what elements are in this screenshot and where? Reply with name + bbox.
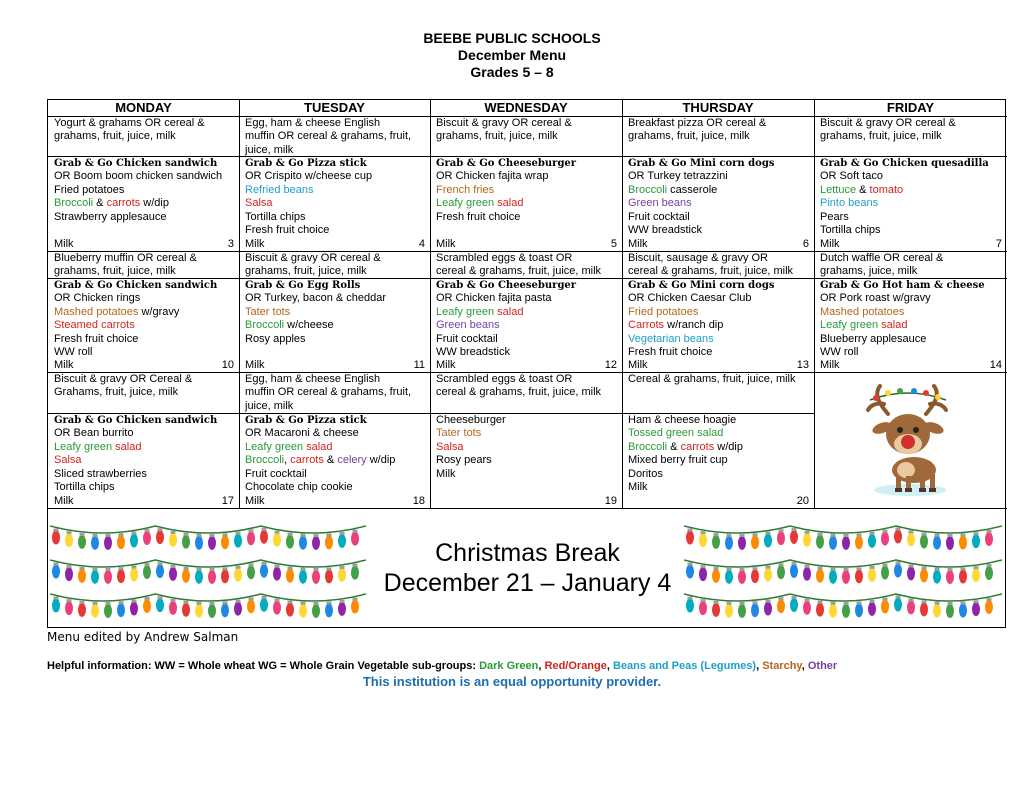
lunch-line — [628, 481, 808, 494]
lunch-line — [54, 346, 233, 359]
breakfast-line: grahams, fruit, juice, milk — [628, 130, 750, 143]
lunch-item-text: French fries — [436, 183, 495, 196]
lunch-line — [245, 170, 424, 183]
breakfast-line: Egg, ham & cheese English — [245, 117, 381, 129]
lunch-title: Grab & Go Egg Rolls — [245, 280, 361, 291]
lunch-item-text: w/ranch dip — [664, 319, 724, 332]
lunch-item-text: carrots — [290, 454, 324, 467]
lunch-line — [245, 306, 424, 319]
lunch-item-text: Green beans — [628, 197, 692, 210]
breakfast-line: Dutch waffle OR cereal & — [820, 252, 944, 264]
lunch-cell — [239, 413, 430, 508]
breakfast-line: Blueberry muffin OR cereal & — [54, 252, 197, 264]
helpful-label: Helpful information: WW = Whole wheat WG = Whole Grain Vegetable sub-groups: — [47, 660, 480, 672]
breakfast-line: Scrambled eggs & toast OR — [436, 252, 573, 264]
breakfast-cell — [814, 251, 1007, 278]
lunch-title: Grab & Go Chicken sandwich — [54, 415, 218, 426]
day-number: 7 — [995, 237, 1002, 250]
lunch-line — [628, 211, 808, 224]
lunch-line — [245, 427, 424, 440]
lunch-title: Grab & Go Cheeseburger — [436, 280, 577, 291]
lunch-item-text: Broccoli — [54, 197, 94, 210]
lunch-cell — [622, 156, 814, 251]
lunch-item-text: OR Chicken rings — [54, 292, 141, 305]
lunch-item-text: Blueberry applesauce — [820, 332, 927, 345]
lunch-item-text: Broccoli — [628, 440, 668, 453]
lunch-line — [628, 306, 808, 319]
lunch-line — [820, 306, 1001, 319]
lunch-line — [628, 454, 808, 467]
breakfast-cell — [48, 116, 239, 156]
lunch-cell — [430, 156, 622, 251]
breakfast-line: Biscuit & gravy OR cereal & — [245, 252, 381, 264]
lunch-line — [436, 454, 616, 467]
breakfast-cell — [622, 372, 814, 413]
lunch-line — [628, 414, 808, 427]
breakfast-cell — [239, 116, 430, 156]
breakfast-line: grahams, fruit, juice, milk — [436, 130, 558, 143]
lunch-line — [245, 197, 424, 210]
lunch-line — [820, 292, 1001, 305]
breakfast-line: grahams, fruit, juice, milk — [54, 265, 176, 278]
day-number: 12 — [604, 358, 617, 371]
lunch-line — [54, 441, 233, 454]
lunch-item-text: tomato — [869, 183, 904, 196]
lunch-line — [436, 211, 616, 224]
lunch-line — [54, 292, 233, 305]
milk-label: Milk — [436, 237, 456, 250]
lunch-item-text: Vegetarian beans — [628, 332, 714, 345]
day-number: 5 — [610, 237, 617, 250]
lunch-item-text: Rosy pears — [436, 454, 492, 467]
lunch-cell — [239, 278, 430, 372]
lunch-line — [245, 333, 424, 346]
lunch-line — [436, 441, 616, 454]
lunch-line — [54, 197, 233, 210]
day-number: 14 — [989, 358, 1002, 371]
lunch-line — [820, 184, 1001, 197]
lunch-item-text: OR Boom boom chicken sandwich — [54, 170, 223, 183]
lunch-item-text: Cheeseburger — [436, 414, 506, 426]
lunch-item-text: Tossed green salad — [628, 427, 724, 440]
breakfast-cell — [622, 251, 814, 278]
lunch-item-text: OR Soft taco — [820, 170, 883, 183]
day-number: 20 — [796, 494, 809, 507]
lunch-line — [245, 211, 424, 224]
legend-dark-green: Dark Green — [479, 660, 539, 672]
breakfast-line: cereal & grahams, fruit, juice, milk — [436, 265, 602, 278]
breakfast-line: Biscuit & gravy OR cereal & — [820, 117, 956, 129]
lunch-item-text: & — [93, 197, 107, 210]
lunch-item-text: Leafy green — [436, 305, 495, 318]
lunch-item-text: Tater tots — [245, 305, 291, 318]
breakfast-line: Biscuit & gravy OR cereal & — [436, 117, 572, 129]
day-number: 18 — [412, 494, 425, 507]
breakfast-line: Yogurt & grahams OR cereal & — [54, 117, 205, 129]
lunch-item-text: Fruit cocktail — [245, 467, 307, 480]
lunch-item-text: salad — [881, 319, 908, 332]
breakfast-line: cereal & grahams, fruit, juice, milk — [436, 386, 602, 399]
lunch-item-text: Fresh fruit choice — [245, 224, 330, 237]
breakfast-line: Cereal & grahams, fruit, juice, milk — [628, 373, 796, 385]
breakfast-line: grahams, fruit, juice, milk — [245, 265, 367, 278]
lunch-item-text: carrots — [680, 440, 715, 453]
milk-label: Milk — [628, 358, 648, 371]
lunch-line — [54, 319, 233, 332]
milk-label: Milk — [54, 237, 74, 250]
lunch-title: Grab & Go Chicken sandwich — [54, 280, 218, 291]
lunch-item-text: & — [323, 454, 338, 467]
lunch-item-text: Fruit cocktail — [628, 210, 690, 223]
lunch-item-text: Rosy apples — [245, 332, 306, 345]
lunch-item-text: Broccoli — [628, 183, 668, 196]
lunch-item-text: Mashed potatoes — [820, 305, 905, 318]
lunch-line — [820, 224, 1001, 237]
lunch-item-text: salad — [115, 440, 142, 453]
day-number: 10 — [221, 358, 234, 371]
lunch-item-text: WW breadstick — [628, 224, 702, 237]
lunch-line — [54, 333, 233, 346]
lunch-line — [245, 184, 424, 197]
lunch-item-text: WW roll — [54, 346, 93, 359]
lunch-item-text: Leafy green — [54, 440, 113, 453]
lunch-line — [628, 184, 808, 197]
lunch-line — [54, 468, 233, 481]
lunch-line — [436, 184, 616, 197]
lunch-item-text: Lettuce — [820, 183, 857, 196]
lunch-item-text: celery — [337, 454, 367, 467]
lunch-cell — [814, 156, 1007, 251]
lunch-cell — [48, 413, 239, 508]
day-header-tuesday: TUESDAY — [304, 100, 365, 115]
breakfast-line: juice, milk — [245, 399, 294, 412]
lunch-item-text: w/dip — [140, 197, 169, 210]
breakfast-line: grahams, fruit, juice, milk — [54, 130, 176, 143]
lunch-item-text: OR Turkey, bacon & cheddar — [245, 292, 387, 305]
lunch-item-text: Strawberry applesauce — [54, 210, 167, 223]
lunch-cell — [430, 413, 622, 508]
lunch-item-text: Fried potatoes — [54, 183, 125, 196]
lunch-line — [628, 333, 808, 346]
lunch-item-text: salad — [497, 305, 524, 318]
lunch-line — [245, 454, 424, 467]
breakfast-cell — [48, 372, 239, 413]
lunch-line — [245, 319, 424, 332]
lunch-line — [54, 481, 233, 494]
menu-grid — [47, 99, 1006, 628]
breakfast-line: cereal & grahams, fruit, juice, milk — [628, 265, 794, 278]
lunch-item-text: Milk — [628, 481, 648, 494]
lunch-item-text: Refried beans — [245, 183, 314, 196]
lunch-item-text: OR Pork roast w/gravy — [820, 292, 931, 305]
breakfast-line: grahams, juice, milk — [820, 265, 918, 278]
lunch-item-text: salad — [497, 197, 524, 210]
legend-red-orange: Red/Orange — [544, 660, 607, 672]
breakfast-cell — [239, 372, 430, 413]
breakfast-line: Egg, ham & cheese English — [245, 373, 381, 385]
lunch-item-text: salad — [306, 440, 333, 453]
lunch-item-text: Leafy green — [245, 440, 304, 453]
lunch-title: Grab & Go Mini corn dogs — [628, 280, 775, 291]
lunch-item-text: WW roll — [820, 346, 859, 359]
lunch-line — [54, 306, 233, 319]
breakfast-cell — [814, 116, 1007, 156]
lunch-item-text: Sliced strawberries — [54, 467, 147, 480]
lunch-line — [628, 197, 808, 210]
lunch-line — [628, 468, 808, 481]
lunch-line — [436, 292, 616, 305]
lunch-line — [820, 319, 1001, 332]
day-number: 17 — [221, 494, 234, 507]
breakfast-cell — [622, 116, 814, 156]
milk-label: Milk — [820, 237, 840, 250]
lunch-line — [245, 292, 424, 305]
day-number: 6 — [802, 237, 809, 250]
day-header-wednesday: WEDNESDAY — [484, 100, 568, 115]
lunch-item-text: & — [856, 183, 870, 196]
lunch-cell — [814, 278, 1007, 372]
lunch-item-text: casserole — [667, 183, 718, 196]
day-number: 19 — [604, 494, 617, 507]
lunch-item-text: Mixed berry fruit cup — [628, 454, 728, 467]
lunch-item-text: carrots — [106, 197, 141, 210]
milk-label: Milk — [245, 358, 265, 371]
lunch-item-text: Tortilla chips — [820, 224, 881, 237]
lunch-item-text: Salsa — [436, 440, 464, 453]
milk-label: Milk — [820, 358, 840, 371]
lunch-line — [820, 170, 1001, 183]
lunch-item-text: Fruit cocktail — [436, 332, 498, 345]
lunch-line — [436, 468, 616, 481]
menu-title: December Menu — [457, 47, 567, 63]
lunch-cell — [430, 278, 622, 372]
lunch-item-text: OR Crispito w/cheese cup — [245, 170, 373, 183]
lunch-item-text: Fresh fruit choice — [628, 346, 713, 359]
day-header-monday: MONDAY — [115, 100, 172, 115]
lunch-item-text: Carrots — [628, 319, 665, 332]
day-header-thursday: THURSDAY — [682, 100, 754, 115]
lunch-item-text: Fried potatoes — [628, 305, 699, 318]
lunch-line — [628, 346, 808, 359]
lunch-item-text: Doritos — [628, 467, 663, 480]
lunch-item-text: Tortilla chips — [54, 481, 115, 494]
legend-other: Other — [807, 660, 838, 672]
lunch-cell — [622, 278, 814, 372]
lunch-item-text: w/dip — [714, 440, 743, 453]
lunch-item-text: OR Bean burrito — [54, 427, 134, 440]
lunch-line — [820, 197, 1001, 210]
milk-label: Milk — [54, 358, 74, 371]
lunch-item-text: Pears — [820, 210, 849, 223]
breakfast-cell — [430, 372, 622, 413]
lunch-item-text: WW breadstick — [436, 346, 510, 359]
day-number: 11 — [413, 358, 425, 371]
breakfast-cell — [430, 116, 622, 156]
breakfast-line: muffin OR cereal & grahams, fruit, — [245, 130, 412, 143]
lunch-item-text: OR Macaroni & cheese — [245, 427, 359, 440]
lunch-line — [820, 211, 1001, 224]
lunch-item-text: OR Chicken Caesar Club — [628, 292, 752, 305]
legend-beans-peas: Beans and Peas (Legumes) — [613, 660, 757, 672]
breakfast-line: Scrambled eggs & toast OR — [436, 373, 573, 385]
lunch-line — [436, 170, 616, 183]
lunch-line — [628, 170, 808, 183]
lunch-title: Grab & Go Pizza stick — [245, 415, 367, 426]
breakfast-cell — [430, 251, 622, 278]
milk-label: Milk — [245, 494, 265, 507]
lunch-line — [436, 414, 616, 427]
lunch-item-text: OR Chicken fajita wrap — [436, 170, 549, 183]
christmas-break-dates: December 21 – January 4 — [383, 569, 672, 597]
breakfast-line: grahams, fruit, juice, milk — [820, 130, 942, 143]
breakfast-line: Biscuit, sausage & gravy OR — [628, 252, 769, 264]
lunch-item-text: Mashed potatoes — [54, 305, 139, 318]
day-header-friday: FRIDAY — [886, 100, 935, 115]
lunch-item-text: & — [667, 440, 681, 453]
school-title: BEEBE PUBLIC SCHOOLS — [423, 30, 601, 46]
grades-title: Grades 5 – 8 — [470, 64, 554, 80]
lunch-title: Grab & Go Chicken quesadilla — [820, 158, 989, 169]
lunch-line — [820, 333, 1001, 346]
lunch-title: Grab & Go Cheeseburger — [436, 158, 577, 169]
lunch-item-text: OR Chicken fajita pasta — [436, 292, 552, 305]
lunch-cell — [48, 278, 239, 372]
lunch-item-text: Green beans — [436, 319, 500, 332]
lunch-line — [54, 454, 233, 467]
lunch-item-text: Leafy green — [820, 319, 879, 332]
lunch-line — [436, 346, 616, 359]
lunch-item-text: Tortilla chips — [245, 210, 306, 223]
breakfast-line: muffin OR cereal & grahams, fruit, — [245, 386, 412, 399]
lunch-item-text: Ham & cheese hoagie — [628, 414, 737, 426]
lunch-line — [628, 441, 808, 454]
lunch-item-text: Milk — [436, 467, 456, 480]
lunch-title: Grab & Go Chicken sandwich — [54, 158, 218, 169]
lunch-line — [245, 468, 424, 481]
breakfast-cell — [239, 251, 430, 278]
lunch-line — [54, 184, 233, 197]
lunch-item-text: Broccoli — [245, 454, 285, 467]
lunch-item-text: OR Turkey tetrazzini — [628, 170, 728, 183]
lunch-line — [436, 306, 616, 319]
breakfast-line: Grahams, fruit, juice, milk — [54, 386, 179, 399]
legend-starchy: Starchy — [762, 660, 802, 672]
breakfast-line: Biscuit & gravy OR Cereal & — [54, 373, 193, 385]
lunch-item-text: Broccoli — [245, 319, 285, 332]
lunch-line — [628, 224, 808, 237]
day-number: 3 — [227, 237, 234, 250]
equal-opportunity-statement: This institution is an equal opportunity provider. — [362, 674, 662, 689]
lunch-line — [245, 441, 424, 454]
lunch-item-text: Fresh fruit choice — [54, 332, 139, 345]
lunch-item-text: Tater tots — [436, 427, 482, 440]
breakfast-line: Breakfast pizza OR cereal & — [628, 117, 767, 129]
lunch-line — [245, 481, 424, 494]
lunch-line — [54, 170, 233, 183]
lunch-line — [628, 319, 808, 332]
lunch-line — [436, 427, 616, 440]
lunch-item-text: w/dip — [366, 454, 396, 467]
lunch-item-text: w/gravy — [138, 305, 180, 318]
lunch-cell — [48, 156, 239, 251]
reindeer-icon — [848, 382, 968, 500]
milk-label: Milk — [54, 494, 74, 507]
lunch-line — [436, 319, 616, 332]
lunch-item-text: , — [284, 454, 291, 467]
lunch-line — [628, 427, 808, 440]
breakfast-cell — [48, 251, 239, 278]
lunch-item-text: Steamed carrots — [54, 319, 135, 332]
lunch-line — [820, 346, 1001, 359]
lunch-line — [54, 427, 233, 440]
lunch-item-text: Salsa — [245, 197, 273, 210]
lunch-item-text: Chocolate chip cookie — [245, 481, 353, 494]
lunch-item-text: w/cheese — [284, 319, 334, 332]
lunch-title: Grab & Go Mini corn dogs — [628, 158, 775, 169]
edited-by-note: Menu edited by Andrew Salman — [47, 630, 239, 644]
milk-label: Milk — [436, 358, 456, 371]
lunch-line — [245, 224, 424, 237]
lunch-title: Grab & Go Hot ham & cheese — [820, 280, 985, 291]
lunch-title: Grab & Go Pizza stick — [245, 158, 367, 169]
milk-label: Milk — [628, 237, 648, 250]
day-number: 4 — [418, 237, 425, 250]
lunch-cell — [239, 156, 430, 251]
lunch-item-text: Pinto beans — [820, 197, 879, 210]
christmas-break-banner — [48, 538, 1007, 598]
lunch-line — [54, 211, 233, 224]
milk-label: Milk — [245, 237, 265, 250]
day-number: 13 — [796, 358, 809, 371]
lunch-item-text: Fresh fruit choice — [436, 210, 521, 223]
lunch-cell — [622, 413, 814, 508]
lunch-item-text: Leafy green — [436, 197, 495, 210]
helpful-information: Helpful information: WW = Whole wheat WG = Whole Grain Vegetable sub-groups: Dark Green, Red/Orange, Beans and Peas (Legumes), Starchy, Other — [47, 660, 838, 672]
breakfast-line: juice, milk — [245, 143, 294, 156]
lunch-line — [436, 333, 616, 346]
lunch-item-text: Salsa — [54, 454, 82, 467]
lunch-line — [436, 197, 616, 210]
christmas-break-title: Christmas Break — [435, 539, 620, 567]
lunch-line — [628, 292, 808, 305]
